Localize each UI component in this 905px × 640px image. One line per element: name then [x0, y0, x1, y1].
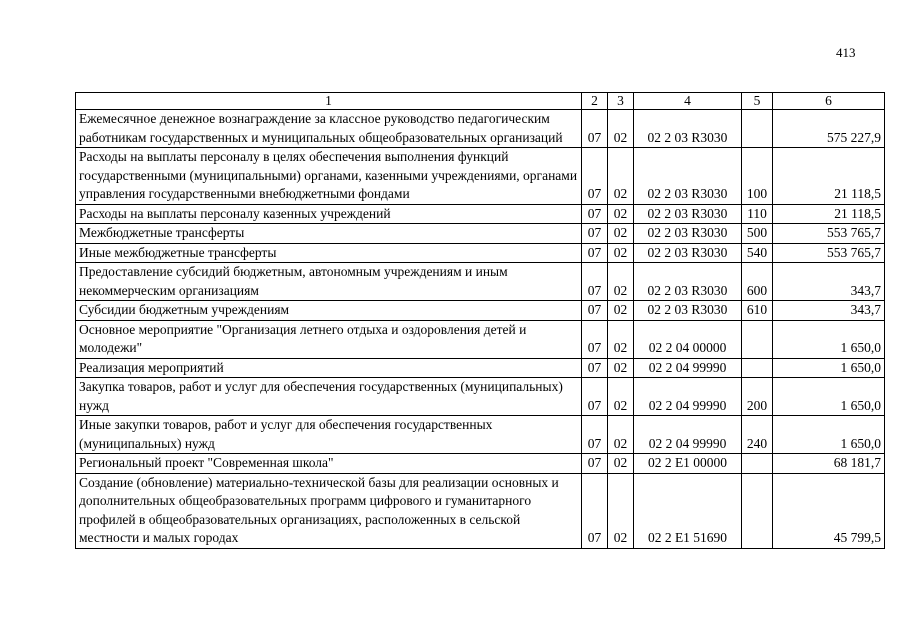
table-row	[76, 224, 885, 244]
row-expense-type-cell	[742, 358, 773, 378]
row-amount-cell: 1 650,0	[773, 320, 885, 358]
row-expense-type-cell	[742, 110, 773, 148]
row-name-cell: Предоставление субсидий бюджетным, автономным учреждениям и иным некоммерческим организациям	[76, 263, 582, 301]
row-amount-cell: 575 227,9	[773, 110, 885, 148]
row-target-code-cell: 02 2 04 99990	[634, 378, 742, 416]
row-name-cell: Расходы на выплаты персоналу в целях обеспечения выполнения функций государственными (муниципальными) органами, казенными учреждениями, органами управления государственными внебюджетными фондами	[76, 148, 582, 205]
row-subsection-cell: 02	[608, 148, 634, 205]
row-expense-type-cell: 110	[742, 204, 773, 224]
header-col-5: 5	[742, 93, 773, 110]
table-row	[76, 263, 885, 301]
row-amount-cell: 553 765,7	[773, 224, 885, 244]
row-target-code-cell: 02 2 03 R3030	[634, 243, 742, 263]
row-expense-type-cell: 200	[742, 378, 773, 416]
row-section-cell: 07	[582, 378, 608, 416]
row-amount-cell: 21 118,5	[773, 204, 885, 224]
row-name-cell: Расходы на выплаты персоналу казенных учреждений	[76, 204, 582, 224]
row-subsection-cell: 02	[608, 358, 634, 378]
table-header-row	[76, 93, 885, 110]
row-section-cell: 07	[582, 263, 608, 301]
row-target-code-cell: 02 2 04 00000	[634, 320, 742, 358]
row-subsection-cell: 02	[608, 204, 634, 224]
row-amount-cell: 1 650,0	[773, 378, 885, 416]
row-section-cell: 07	[582, 301, 608, 321]
row-target-code-cell: 02 2 03 R3030	[634, 263, 742, 301]
table-row	[76, 204, 885, 224]
table-row	[76, 416, 885, 454]
row-subsection-cell: 02	[608, 243, 634, 263]
row-section-cell: 07	[582, 473, 608, 548]
row-target-code-cell: 02 2 E1 00000	[634, 454, 742, 474]
row-section-cell: 07	[582, 358, 608, 378]
row-target-code-cell: 02 2 E1 51690	[634, 473, 742, 548]
table-row	[76, 243, 885, 263]
row-subsection-cell: 02	[608, 301, 634, 321]
table-row	[76, 358, 885, 378]
table-row	[76, 378, 885, 416]
row-expense-type-cell: 540	[742, 243, 773, 263]
row-section-cell: 07	[582, 204, 608, 224]
row-target-code-cell: 02 2 04 99990	[634, 358, 742, 378]
row-name-cell: Создание (обновление) материально-технической базы для реализации основных и дополнительных общеобразовательных программ цифрового и гуманитарного профилей в общеобразовательных организациях, расположенных в сельской местности и малых городах	[76, 473, 582, 548]
row-section-cell: 07	[582, 110, 608, 148]
row-expense-type-cell	[742, 454, 773, 474]
row-target-code-cell: 02 2 04 99990	[634, 416, 742, 454]
header-col-6: 6	[773, 93, 885, 110]
table-row	[76, 301, 885, 321]
row-section-cell: 07	[582, 243, 608, 263]
row-section-cell: 07	[582, 224, 608, 244]
row-subsection-cell: 02	[608, 473, 634, 548]
row-target-code-cell: 02 2 03 R3030	[634, 224, 742, 244]
row-amount-cell: 1 650,0	[773, 358, 885, 378]
row-amount-cell: 45 799,5	[773, 473, 885, 548]
row-target-code-cell: 02 2 03 R3030	[634, 110, 742, 148]
row-subsection-cell: 02	[608, 320, 634, 358]
row-name-cell: Реализация мероприятий	[76, 358, 582, 378]
row-expense-type-cell: 500	[742, 224, 773, 244]
row-section-cell: 07	[582, 320, 608, 358]
row-name-cell: Иные межбюджетные трансферты	[76, 243, 582, 263]
table-row	[76, 148, 885, 205]
row-name-cell: Межбюджетные трансферты	[76, 224, 582, 244]
row-name-cell: Ежемесячное денежное вознаграждение за классное руководство педагогическим работникам государственных и муниципальных общеобразовательных организаций	[76, 110, 582, 148]
row-expense-type-cell	[742, 320, 773, 358]
row-target-code-cell: 02 2 03 R3030	[634, 148, 742, 205]
row-name-cell: Закупка товаров, работ и услуг для обеспечения государственных (муниципальных) нужд	[76, 378, 582, 416]
row-expense-type-cell: 600	[742, 263, 773, 301]
row-expense-type-cell: 240	[742, 416, 773, 454]
row-subsection-cell: 02	[608, 454, 634, 474]
row-amount-cell: 343,7	[773, 263, 885, 301]
row-amount-cell: 1 650,0	[773, 416, 885, 454]
page-number: 413	[836, 45, 856, 60]
table-row	[76, 320, 885, 358]
table-body	[76, 110, 885, 549]
table-row	[76, 110, 885, 148]
row-subsection-cell: 02	[608, 224, 634, 244]
budget-table	[75, 92, 885, 549]
row-name-cell: Иные закупки товаров, работ и услуг для обеспечения государственных (муниципальных) нужд	[76, 416, 582, 454]
header-col-3: 3	[608, 93, 634, 110]
row-name-cell: Субсидии бюджетным учреждениям	[76, 301, 582, 321]
row-amount-cell: 21 118,5	[773, 148, 885, 205]
row-expense-type-cell	[742, 473, 773, 548]
row-subsection-cell: 02	[608, 378, 634, 416]
table-row	[76, 473, 885, 548]
header-col-2: 2	[582, 93, 608, 110]
row-section-cell: 07	[582, 416, 608, 454]
row-amount-cell: 553 765,7	[773, 243, 885, 263]
row-target-code-cell: 02 2 03 R3030	[634, 301, 742, 321]
table-row	[76, 454, 885, 474]
row-expense-type-cell: 610	[742, 301, 773, 321]
row-expense-type-cell: 100	[742, 148, 773, 205]
header-col-1: 1	[76, 93, 582, 110]
header-col-4: 4	[634, 93, 742, 110]
row-subsection-cell: 02	[608, 110, 634, 148]
row-name-cell: Основное мероприятие "Организация летнего отдыха и оздоровления детей и молодежи"	[76, 320, 582, 358]
row-amount-cell: 68 181,7	[773, 454, 885, 474]
row-section-cell: 07	[582, 148, 608, 205]
row-section-cell: 07	[582, 454, 608, 474]
row-subsection-cell: 02	[608, 416, 634, 454]
row-amount-cell: 343,7	[773, 301, 885, 321]
row-name-cell: Региональный проект "Современная школа"	[76, 454, 582, 474]
row-target-code-cell: 02 2 03 R3030	[634, 204, 742, 224]
row-subsection-cell: 02	[608, 263, 634, 301]
